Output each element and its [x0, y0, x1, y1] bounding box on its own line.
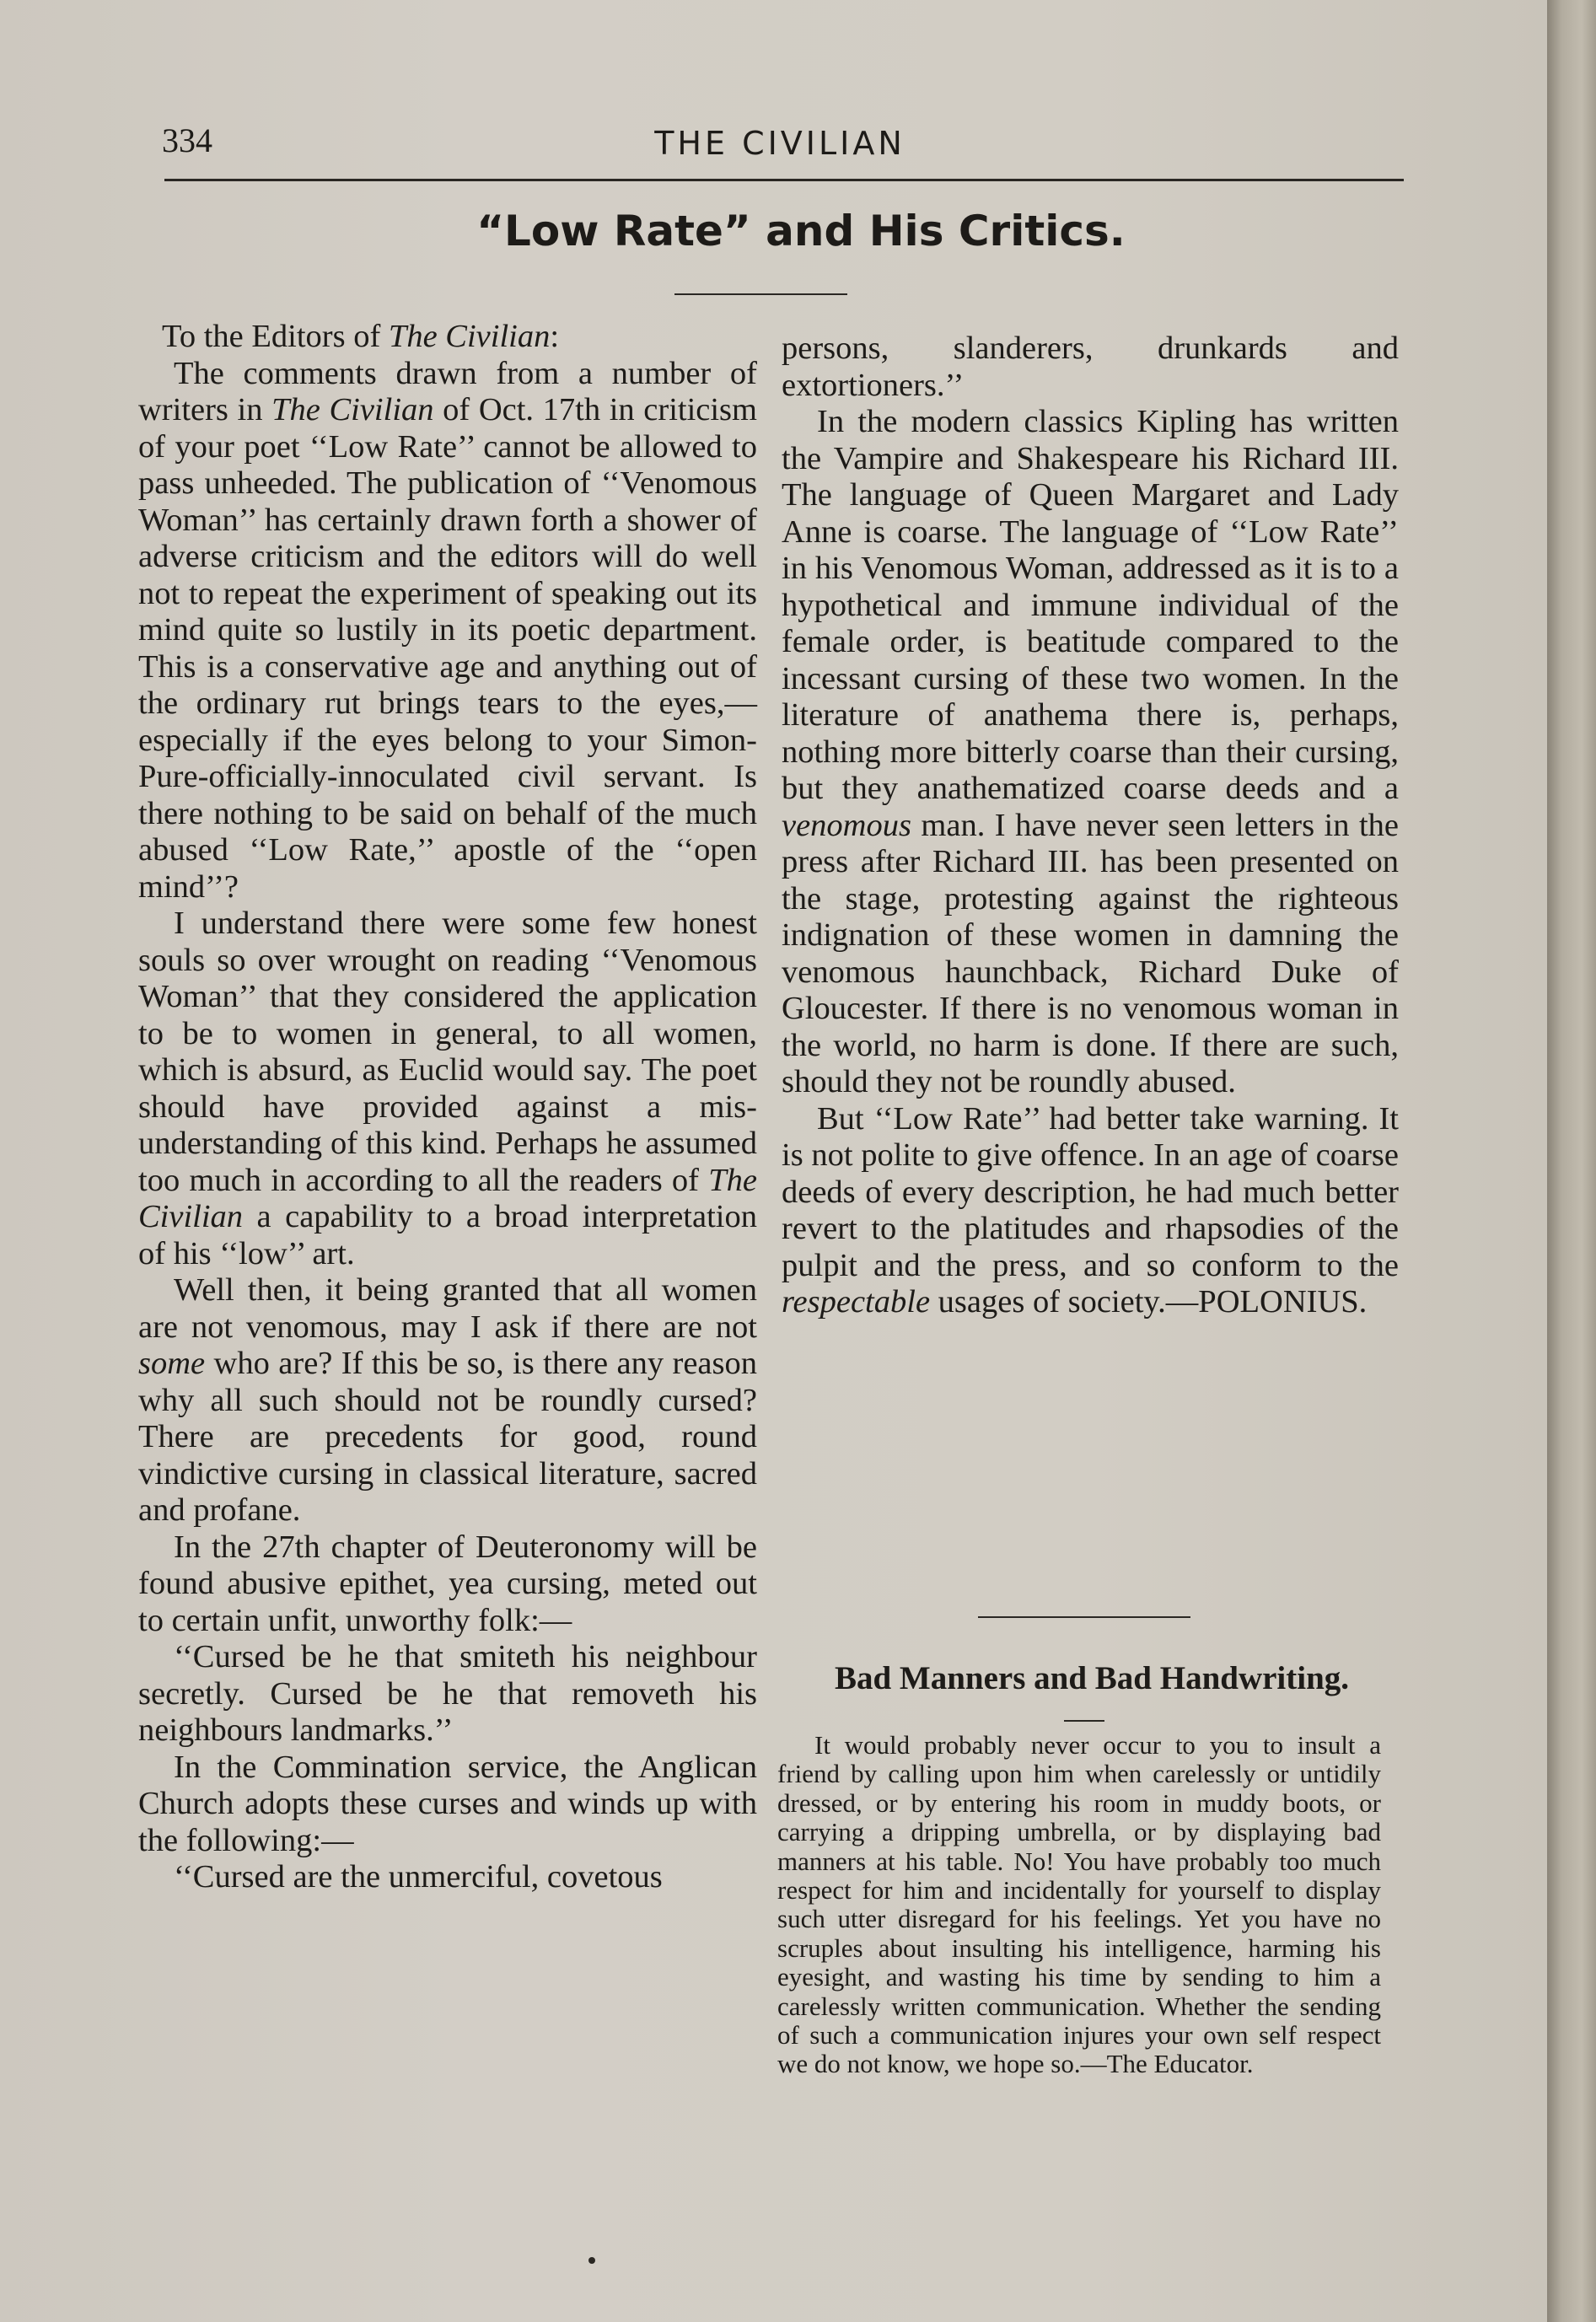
page-dot — [588, 2257, 595, 2264]
quotation-start: ‘‘Cursed are the unmerciful, covetous — [174, 1859, 663, 1895]
publication-name: The Civilian — [271, 392, 434, 427]
right-column — [782, 331, 1399, 1321]
text-run: of Oct. 17th in criticism of your poet ‘‘Low Rate’’ cannot be allowed to pass unheeded. The publication of ‘‘Venomous Woman’’ has certainly drawn forth a shower of adverse criticism and the editors will do well not to repeat the experiment of speaking out its mind quite so lustily in its poetic department. This is a conservative age and anything out of the ordinary rut brings tears to the eyes,—especially if the eyes belong to your Simon-Pure-officially-innoculated civil servant. Is there nothing to be said on behalf of the much abused ‘‘Low Rate,’’ apostle of the ‘‘open mind’’? — [138, 392, 757, 905]
text-run: man. I have never seen letters in the press after Richard III. has been presented on the stage, protesting against the righteous indignation of these women in damning the venomous haunchback, Richard Duke of Gloucester. If there is no venomous woman in the world, no harm is done. If there are such, should they not be roundly abused. — [782, 807, 1399, 1099]
salutation-colon: : — [550, 319, 560, 354]
text-run: usages of society.—POLONIUS. — [930, 1284, 1368, 1320]
text-run: I understand there were some few honest souls so over wrought on reading ‘‘Venomous Woman’’ that they considered the application to be to women in general, to all women, which is absurd, as Euclid would say. The poet should have provided against a mis-understanding of this kind. Perhaps he assumed too much in according to all the readers of — [138, 906, 757, 1198]
paragraph — [782, 1101, 1399, 1321]
paragraph: It would probably never occur to you to insult a friend by calling upon him when carelessly or untidily dressed, or by entering his room in muddy boots, or carrying a dripping umbrella, or by displaying bad manners at his table. No! You have probably too much respect for him and incidentally for yourself to display such utter disregard for his feelings. Yet you have no scruples about insulting his intelligence, harming his eyesight, and wasting his time by sending to him a carelessly written communication. Whether the sending of such a communication injures your own self respect we do not know, we hope so.—The Educator. — [777, 1730, 1381, 2079]
paragraph — [138, 356, 757, 906]
paragraph — [138, 1272, 757, 1529]
publication-name: The Civilian — [138, 1162, 757, 1234]
quotation: ‘‘Cursed be he that smiteth his neighbour secretly. Cursed be he that removeth his neighbours landmarks.’’ — [138, 1639, 757, 1748]
publication-name: The Civilian — [388, 319, 551, 354]
sidebar-article-title: Bad Manners and Bad Handwriting. — [834, 1660, 1350, 1696]
text-run: The comments drawn from a number of writers in — [138, 355, 757, 427]
paragraph: In the 27th chapter of Deuteronomy will be found abusive epithet, yea cursing, meted out to certain unfit, unworthy folk:— — [138, 1529, 757, 1638]
page-number: 334 — [162, 121, 212, 159]
section-rule — [978, 1616, 1190, 1618]
emphasis: some — [138, 1346, 206, 1381]
paragraph: In the Commination service, the Anglican Church adopts these curses and winds up with the following:— — [138, 1749, 757, 1858]
title-rule — [674, 293, 847, 295]
book-gutter — [1547, 0, 1596, 2322]
text-run: Well then, it being granted that all women are not venomous, may I ask if there are not — [138, 1272, 757, 1345]
header-rule — [164, 179, 1404, 181]
quotation-end: persons, slanderers, drunkards and extortioners.’’ — [782, 331, 1399, 403]
subhead-rule — [1064, 1720, 1104, 1722]
left-column — [138, 319, 757, 1896]
emphasis: venomous — [782, 807, 911, 843]
article-title: “Low Rate” and His Critics. — [476, 207, 1126, 255]
text-run: a capability to a broad interpretation of his ‘‘low’’ art. — [138, 1199, 757, 1271]
salutation-prefix: To the Editors of — [162, 319, 389, 354]
text-run: who are? If this be so, is there any reason why all such should not be roundly cursed? There are precedents for good, round vindictive cursing in classical literature, sacred and profane. — [138, 1346, 757, 1528]
salutation — [162, 319, 757, 356]
emphasis: respectable — [782, 1284, 931, 1320]
text-run: In the modern classics Kipling has written the Vampire and Shakespeare his Richard III. The language of Queen Margaret and Lady Anne is coarse. The language of ‘‘Low Rate’’ in his Venomous Woman, addressed as it is to a hypothetical and immune individual of the female order, is beatitude compared to the incessant cursing of these two women. In the literature of anathema there is, perhaps, nothing more bitterly coarse than their cursing, but they anathematized coarse deeds and a — [782, 404, 1399, 806]
paragraph — [782, 404, 1399, 1101]
running-head: THE CIVILIAN — [654, 125, 905, 162]
text-run: But ‘‘Low Rate’’ had better take warning. It is not polite to give offence. In an age of coarse deeds of every description, he had much better revert to the platitudes and rhapsodies of the pulpit and the press, and so conform to the — [782, 1100, 1399, 1283]
sidebar-article-body — [777, 1731, 1381, 2079]
paragraph — [138, 906, 757, 1272]
